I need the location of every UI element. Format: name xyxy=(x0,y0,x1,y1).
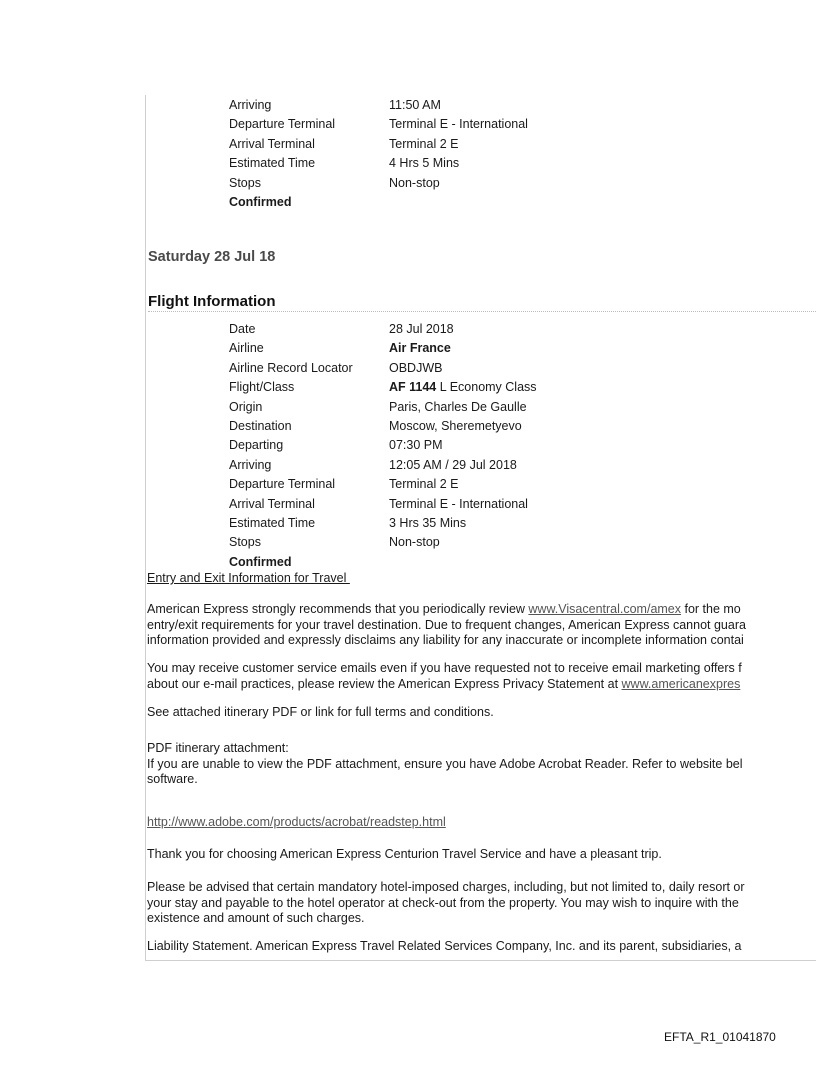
flight-2-row-estimated-time xyxy=(229,514,537,533)
row-value: OBDJWB xyxy=(389,360,443,375)
visacentral-link[interactable]: www.Visacentral.com/amex xyxy=(528,602,682,616)
text: American Express strongly recommends that you periodically review xyxy=(147,602,529,616)
flight-2-row-stops xyxy=(229,533,537,552)
row-value: Non-stop xyxy=(389,535,440,550)
row-label: Date xyxy=(229,322,256,336)
row-value: Terminal E - International xyxy=(389,496,528,511)
hotel-charges-line-3: existence and amount of such charges. xyxy=(147,911,365,925)
flight-1-row-estimated-time xyxy=(229,154,528,173)
flight-2-row-airline xyxy=(229,339,537,358)
row-label: Departing xyxy=(229,438,284,453)
email-paragraph-line-2 xyxy=(147,677,816,693)
thank-you-text: Thank you for choosing American Express Centurion Travel Service and have a pleasant trip. xyxy=(147,847,662,861)
flight-1-row-departure-terminal xyxy=(229,115,528,134)
fare-class: L Economy Class xyxy=(436,380,537,395)
row-value: Air France xyxy=(389,341,451,356)
day-heading: Saturday 28 Jul 18 xyxy=(148,249,276,265)
row-value: Paris, Charles De Gaulle xyxy=(389,399,527,414)
row-label: Estimated Time xyxy=(229,515,316,530)
terms-paragraph-text: See attached itinerary PDF or link for full terms and conditions. xyxy=(147,705,494,719)
flight-2-status: Confirmed xyxy=(229,554,292,569)
thank-you-paragraph xyxy=(147,847,816,863)
flight-2-row-origin xyxy=(229,398,537,417)
row-label: Arriving xyxy=(229,98,272,112)
row-value: Terminal 2 E xyxy=(389,477,459,492)
pdf-paragraph-line-2: If you are unable to view the PDF attachment, ensure you have Adobe Acrobat Reader. Refer to website bel xyxy=(147,756,743,771)
entry-exit-section xyxy=(147,571,816,587)
flight-2-row-flight-class xyxy=(229,378,537,397)
flight-1-row-stops xyxy=(229,174,528,193)
flight-2-row-record-locator xyxy=(229,359,537,378)
row-label: Origin xyxy=(229,399,263,414)
flight-2-row-departing xyxy=(229,436,537,455)
row-value: 4 Hrs 5 Mins xyxy=(389,156,460,171)
hotel-charges-line-1: Please be advised that certain mandatory hotel-imposed charges, including, but not limited to, daily resort or xyxy=(147,880,745,894)
terms-paragraph xyxy=(147,705,816,721)
row-label: Stops xyxy=(229,535,261,550)
visa-paragraph-line-2: entry/exit requirements for your travel destination. Due to frequent changes, American Express cannot guara xyxy=(147,617,746,632)
flight-1-status: Confirmed xyxy=(229,194,292,209)
flight-1-details xyxy=(229,96,528,212)
row-label: Flight/Class xyxy=(229,380,295,395)
row-label: Departure Terminal xyxy=(229,477,336,492)
flight-2-details xyxy=(229,320,537,572)
row-value: 3 Hrs 35 Mins xyxy=(389,515,467,530)
adobe-reader-link[interactable]: http://www.adobe.com/products/acrobat/readstep.html xyxy=(147,815,446,829)
row-label: Departure Terminal xyxy=(229,117,336,132)
row-value: Non-stop xyxy=(389,175,440,190)
row-value: Moscow, Sheremetyevo xyxy=(389,418,522,433)
row-label: Arriving xyxy=(229,457,272,472)
row-value: 11:50 AM xyxy=(389,98,441,112)
row-value: 28 Jul 2018 xyxy=(389,322,454,336)
privacy-statement-link[interactable]: www.americanexpres xyxy=(621,676,741,691)
row-label: Destination xyxy=(229,418,292,433)
pdf-paragraph-line-1: PDF itinerary attachment: xyxy=(147,741,289,755)
row-value: Terminal E - International xyxy=(389,117,528,132)
row-value: Terminal 2 E xyxy=(389,136,459,151)
hotel-charges-paragraph xyxy=(147,880,816,927)
row-label: Airline Record Locator xyxy=(229,360,353,375)
flight-2-row-destination xyxy=(229,417,537,436)
flight-number: AF 1144 xyxy=(389,380,437,395)
row-value: 12:05 AM / 29 Jul 2018 xyxy=(389,457,517,472)
flight-1-row-arriving xyxy=(229,96,528,115)
row-label: Stops xyxy=(229,175,261,190)
row-value xyxy=(389,378,537,397)
liability-paragraph xyxy=(147,939,816,955)
row-label: Arrival Terminal xyxy=(229,136,315,151)
hotel-charges-line-2: your stay and payable to the hotel operator at check-out from the property. You may wish to inquire with the xyxy=(147,895,739,910)
visa-paragraph-line-3: information provided and expressly disclaims any liability for any inaccurate or incomplete information contai xyxy=(147,633,744,647)
liability-text: Liability Statement. American Express Travel Related Services Company, Inc. and its parent, subsidiaries, a xyxy=(147,939,742,953)
text: about our e-mail practices, please review the American Express Privacy Statement at xyxy=(147,676,622,691)
section-heading-flight-information: Flight Information xyxy=(148,293,816,312)
pdf-paragraph-line-3: software. xyxy=(147,772,198,786)
row-label: Airline xyxy=(229,341,264,356)
entry-exit-info-link[interactable]: Entry and Exit Information for Travel xyxy=(147,571,350,585)
pdf-paragraph xyxy=(147,741,816,788)
row-value: 07:30 PM xyxy=(389,438,443,453)
itinerary-frame xyxy=(145,95,816,961)
row-label: Estimated Time xyxy=(229,156,316,171)
flight-1-row-arrival-terminal xyxy=(229,135,528,154)
flight-2-row-date xyxy=(229,320,537,339)
document-id: EFTA_R1_01041870 xyxy=(664,1030,776,1044)
row-label: Arrival Terminal xyxy=(229,496,315,511)
flight-2-row-arriving xyxy=(229,456,537,475)
adobe-link-row xyxy=(147,815,816,831)
text: for the mo xyxy=(681,602,741,616)
visa-paragraph xyxy=(147,602,816,649)
visa-paragraph-line-1 xyxy=(147,602,816,618)
flight-2-row-departure-terminal xyxy=(229,475,537,494)
flight-2-row-arrival-terminal xyxy=(229,495,537,514)
email-paragraph-line-1: You may receive customer service emails even if you have requested not to receive email marketing offers f xyxy=(147,661,742,675)
email-paragraph xyxy=(147,661,816,692)
